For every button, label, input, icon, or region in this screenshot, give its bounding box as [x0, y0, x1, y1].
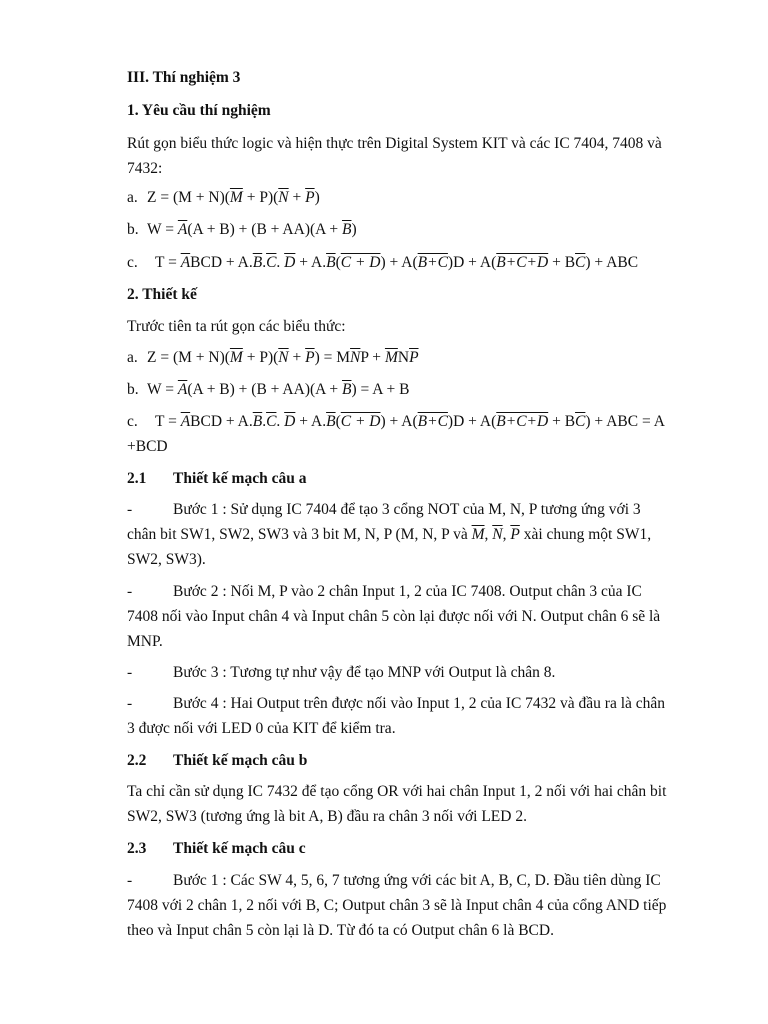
- eq-overline: $\overline{C}$: [575, 254, 586, 271]
- section-title: III. Thí nghiệm 3: [127, 69, 241, 86]
- eq-text: + A.: [295, 254, 327, 271]
- eq-overline: $\overline{A}$: [177, 381, 188, 398]
- eq-text: ) + A(: [380, 413, 418, 430]
- eq-text: BCD + A.: [190, 413, 253, 430]
- list-dash: -: [127, 501, 133, 518]
- eq-text: W =: [147, 381, 178, 398]
- eq-overline: $\overline{D}$: [284, 413, 296, 430]
- step-a1-line-2: [127, 525, 651, 545]
- eq-overline: $\overline{B}$: [326, 254, 336, 271]
- eq-text: T =: [155, 254, 181, 271]
- step-a3-line-1: [127, 663, 555, 683]
- eq-text: )D + A(: [447, 413, 497, 430]
- eq-overline: $\overline{D}$: [284, 254, 296, 271]
- eq-text: ): [351, 221, 357, 238]
- eq-text: (: [335, 413, 341, 430]
- eq-text: + P)(: [242, 189, 279, 206]
- equation-label: a.: [127, 189, 138, 206]
- eq-overline: $\overline{C}$: [266, 254, 277, 271]
- requirements-heading: 1. Yêu cầu thí nghiệm: [127, 102, 271, 119]
- design-intro: Trước tiên ta rút gọn các biểu thức:: [127, 318, 346, 335]
- step-text: Bước 3 : Tương tự như vậy để tạo MNP với Output là chân 8.: [173, 664, 556, 681]
- eq-text: (: [335, 254, 341, 271]
- para-b-line-1: Ta chỉ cần sử dụng IC 7432 để tạo cổng OR với hai chân Input 1, 2 nối với hai chân bit: [127, 783, 667, 800]
- eq-text: ): [314, 189, 320, 206]
- eq-text: ): [314, 349, 320, 366]
- step-text: Bước 2 : Nối M, P vào 2 chân Input 1, 2 của IC 7408. Output chân 3 của IC: [173, 583, 642, 600]
- eq-overline: $\overline{N}$: [278, 349, 289, 366]
- eq-text: P +: [360, 349, 385, 366]
- eq-text: ) + ABC: [585, 413, 639, 430]
- eq-text: (A + B) + (B + AA)(A +: [187, 381, 342, 398]
- eq-overline: $\overline{N}$: [350, 349, 361, 366]
- equation-c: [127, 253, 638, 273]
- result-equation-a: [127, 348, 419, 368]
- step-a4-line-2: 3 được nối với LED 0 của KIT để kiểm tra.: [127, 720, 396, 737]
- eq-overline: B+C+D: [496, 254, 549, 271]
- step-text: chân bit SW1, SW2, SW3 và 3 bit M, N, P (M, N, P và: [127, 526, 472, 543]
- step-c1-line-1: [127, 871, 661, 891]
- subsection-number: 2.3: [127, 840, 147, 857]
- subsection-b-heading: [127, 751, 307, 771]
- eq-text: Z = (M + N)(: [147, 349, 230, 366]
- subsection-number: 2.1: [127, 470, 147, 487]
- eq-text: N: [397, 349, 410, 366]
- eq-overline: $\overline{C}$: [266, 413, 277, 430]
- list-dash: -: [127, 664, 133, 681]
- eq-overline: $\overline{C}$: [575, 413, 586, 430]
- step-text: Bước 1 : Các SW 4, 5, 6, 7 tương ứng với các bit A, B, C, D. Đầu tiên dùng IC: [173, 872, 661, 889]
- step-c1-line-3: theo và Input chân 5 còn lại là D. Từ đó ta có Output chân 6 là BCD.: [127, 922, 554, 939]
- eq-text: T =: [155, 413, 181, 430]
- eq-overline: $\overline{B}$: [326, 413, 336, 430]
- subsection-c-heading: [127, 839, 306, 859]
- eq-overline: $\overline{P}$: [409, 349, 419, 366]
- eq-text: + A.: [295, 413, 327, 430]
- list-dash: -: [127, 583, 133, 600]
- eq-text: + B: [548, 413, 576, 430]
- eq-overline: B+C: [417, 413, 448, 430]
- eq-text: ) + A(: [380, 254, 418, 271]
- eq-text: = A: [638, 413, 665, 430]
- step-c1-line-2: 7408 với 2 chân 1, 2 nối với B, C; Output chân 3 sẽ là Input chân 4 của cổng AND tiếp: [127, 897, 667, 914]
- requirements-text-line-1: Rút gọn biểu thức logic và hiện thực trên Digital System KIT và các IC 7404, 7408 và: [127, 135, 662, 152]
- design-heading: 2. Thiết kế: [127, 286, 197, 303]
- step-a2-line-3: MNP.: [127, 633, 163, 650]
- eq-overline: $\overline{B}$: [341, 381, 352, 398]
- eq-overline: C + D: [340, 413, 381, 430]
- equation-label: c.: [127, 254, 138, 271]
- list-dash: -: [127, 872, 133, 889]
- eq-overline: $\overline{N}$: [492, 526, 503, 543]
- eq-overline: B+C: [417, 254, 448, 271]
- eq-overline: C + D: [340, 254, 381, 271]
- step-text: Bước 4 : Hai Output trên được nối vào Input 1, 2 của IC 7432 và đầu ra là chân: [173, 695, 666, 712]
- eq-text: )D + A(: [447, 254, 497, 271]
- eq-text: .: [262, 413, 267, 430]
- equation-label: b.: [127, 381, 139, 398]
- eq-text: .: [276, 254, 285, 271]
- eq-overline: $\overline{M}$: [229, 349, 243, 366]
- eq-overline: $\overline{B}$: [252, 254, 263, 271]
- para-b-line-2: SW2, SW3 (tương ứng là bit A, B) đầu ra chân 3 nối với LED 2.: [127, 808, 527, 825]
- step-a2-line-2: 7408 nối vào Input chân 4 và Input chân 5 còn lại được nối với N. Output chân 6 sẽ là: [127, 608, 661, 625]
- eq-overline: $\overline{M}$: [471, 526, 485, 543]
- eq-overline: $\overline{B}$: [341, 221, 352, 238]
- list-dash: -: [127, 695, 133, 712]
- step-text: Bước 1 : Sử dụng IC 7404 để tạo 3 cổng NOT của M, N, P tương ứng với 3: [173, 501, 641, 518]
- result-equation-c: [127, 412, 665, 432]
- result-equation-b: [127, 380, 409, 400]
- eq-text: Z = (M + N)(: [147, 189, 230, 206]
- eq-text: BCD + A.: [190, 254, 253, 271]
- requirements-text-line-2: 7432:: [127, 160, 163, 177]
- eq-text: = M: [319, 349, 351, 366]
- equation-b: [127, 220, 357, 240]
- equation-label: a.: [127, 349, 138, 366]
- eq-text: .: [276, 413, 285, 430]
- eq-text: +: [288, 349, 306, 366]
- eq-overline: $\overline{P}$: [510, 526, 520, 543]
- eq-overline: $\overline{M}$: [229, 189, 243, 206]
- eq-text: ,: [502, 526, 511, 543]
- equation-label: b.: [127, 221, 139, 238]
- eq-text: + P)(: [242, 349, 279, 366]
- eq-overline: $\overline{P}$: [305, 349, 315, 366]
- eq-text: W =: [147, 221, 178, 238]
- eq-overline: $\overline{A}$: [180, 413, 191, 430]
- eq-text: ) + ABC: [585, 254, 639, 271]
- eq-overline: B+C+D: [496, 413, 549, 430]
- eq-overline: $\overline{P}$: [305, 189, 315, 206]
- equation-label: c.: [127, 413, 138, 430]
- eq-text: ): [351, 381, 357, 398]
- subsection-title: Thiết kế mạch câu a: [173, 470, 307, 487]
- eq-text: = A + B: [356, 381, 410, 398]
- eq-text: +: [288, 189, 306, 206]
- eq-overline: $\overline{A}$: [180, 254, 191, 271]
- equation-a: [127, 188, 320, 208]
- result-equation-c-continued: +BCD: [127, 438, 168, 455]
- step-a1-line-3: SW2, SW3).: [127, 551, 206, 568]
- eq-overline: $\overline{B}$: [252, 413, 263, 430]
- step-a2-line-1: [127, 582, 642, 602]
- eq-text: + B: [548, 254, 576, 271]
- subsection-title: Thiết kế mạch câu b: [173, 752, 308, 769]
- step-text: xài chung một SW1,: [519, 526, 652, 543]
- eq-text: (A + B) + (B + AA)(A +: [187, 221, 342, 238]
- subsection-title: Thiết kế mạch câu c: [173, 840, 306, 857]
- eq-text: ,: [484, 526, 493, 543]
- eq-overline: $\overline{A}$: [177, 221, 188, 238]
- step-a4-line-1: [127, 694, 665, 714]
- subsection-number: 2.2: [127, 752, 147, 769]
- eq-overline: $\overline{M}$: [384, 349, 398, 366]
- eq-overline: $\overline{N}$: [278, 189, 289, 206]
- step-a1-line-1: [127, 500, 641, 520]
- subsection-a-heading: [127, 469, 306, 489]
- eq-text: .: [262, 254, 267, 271]
